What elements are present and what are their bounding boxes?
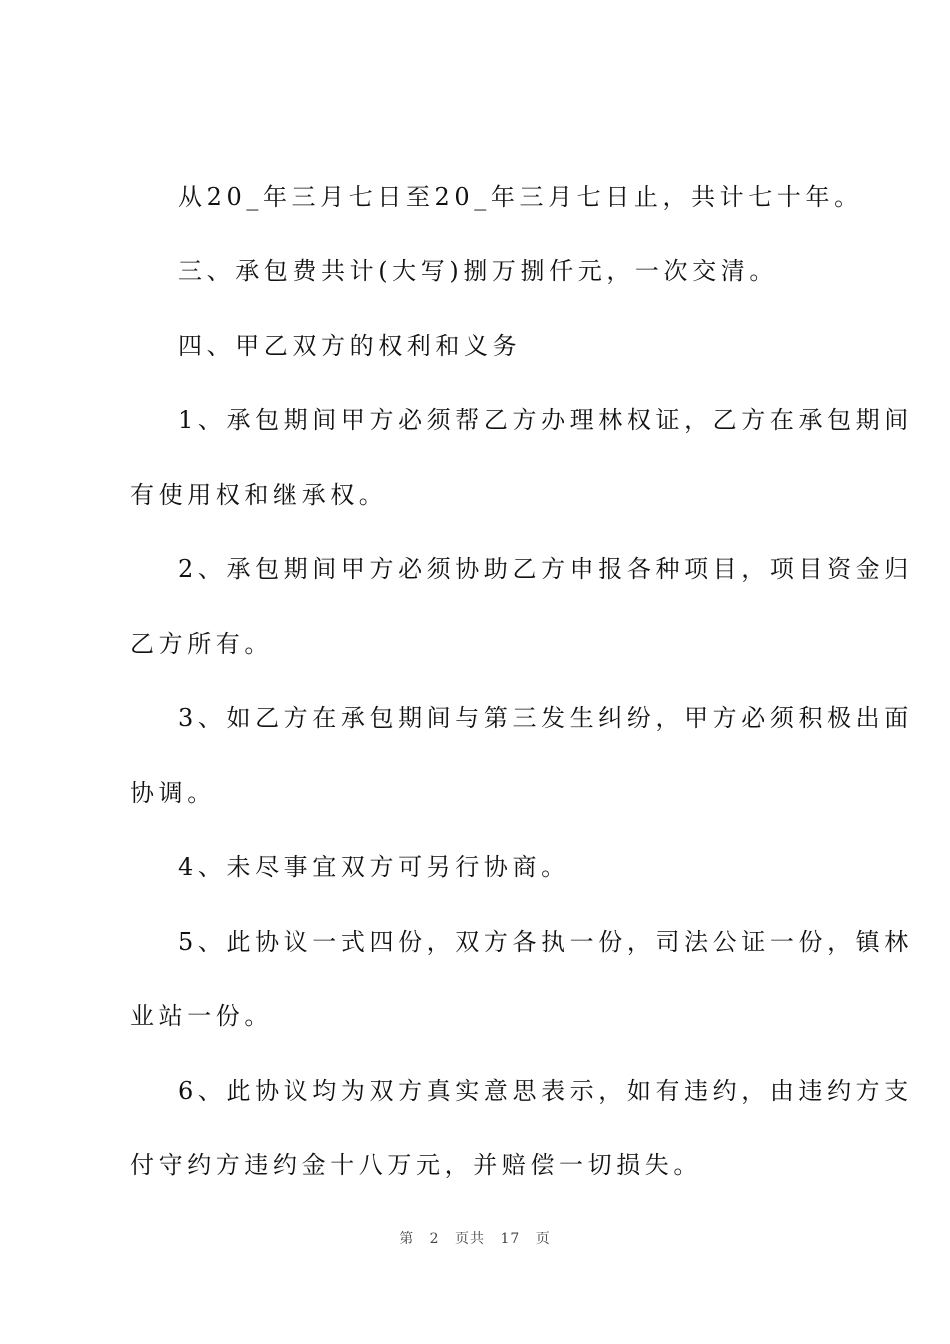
section-heading: 四、甲乙双方的权利和义务: [178, 332, 522, 360]
text-line: 业站一份。: [130, 1002, 273, 1030]
text-line: 6、此协议均为双方真实意思表示，如有违约，由违约方支: [178, 1077, 913, 1105]
text-line: 1、承包期间甲方必须帮乙方办理林权证，乙方在承包期间: [178, 406, 913, 434]
text-line: 协调。: [130, 779, 216, 807]
text-line: 5、此协议一式四份，双方各执一份，司法公证一份，镇林: [178, 928, 913, 956]
text-line: 乙方所有。: [130, 630, 273, 658]
text-line: 三、承包费共计(大写)捌万捌仟元，一次交清。: [178, 257, 778, 285]
text-line: 付守约方违约金十八万元，并赔偿一切损失。: [130, 1151, 702, 1179]
text-line: 从20_年三月七日至20_年三月七日止，共计七十年。: [178, 183, 863, 211]
text-line: 3、如乙方在承包期间与第三发生纠纷，甲方必须积极出面: [178, 704, 913, 732]
text-line: 有使用权和继承权。: [130, 481, 388, 509]
text-line: 2、承包期间甲方必须协助乙方申报各种项目，项目资金归: [178, 555, 913, 583]
text-line: 4、未尽事宜双方可另行协商。: [178, 853, 570, 881]
page-number-footer: 第 2 页共 17 页: [399, 1231, 551, 1247]
